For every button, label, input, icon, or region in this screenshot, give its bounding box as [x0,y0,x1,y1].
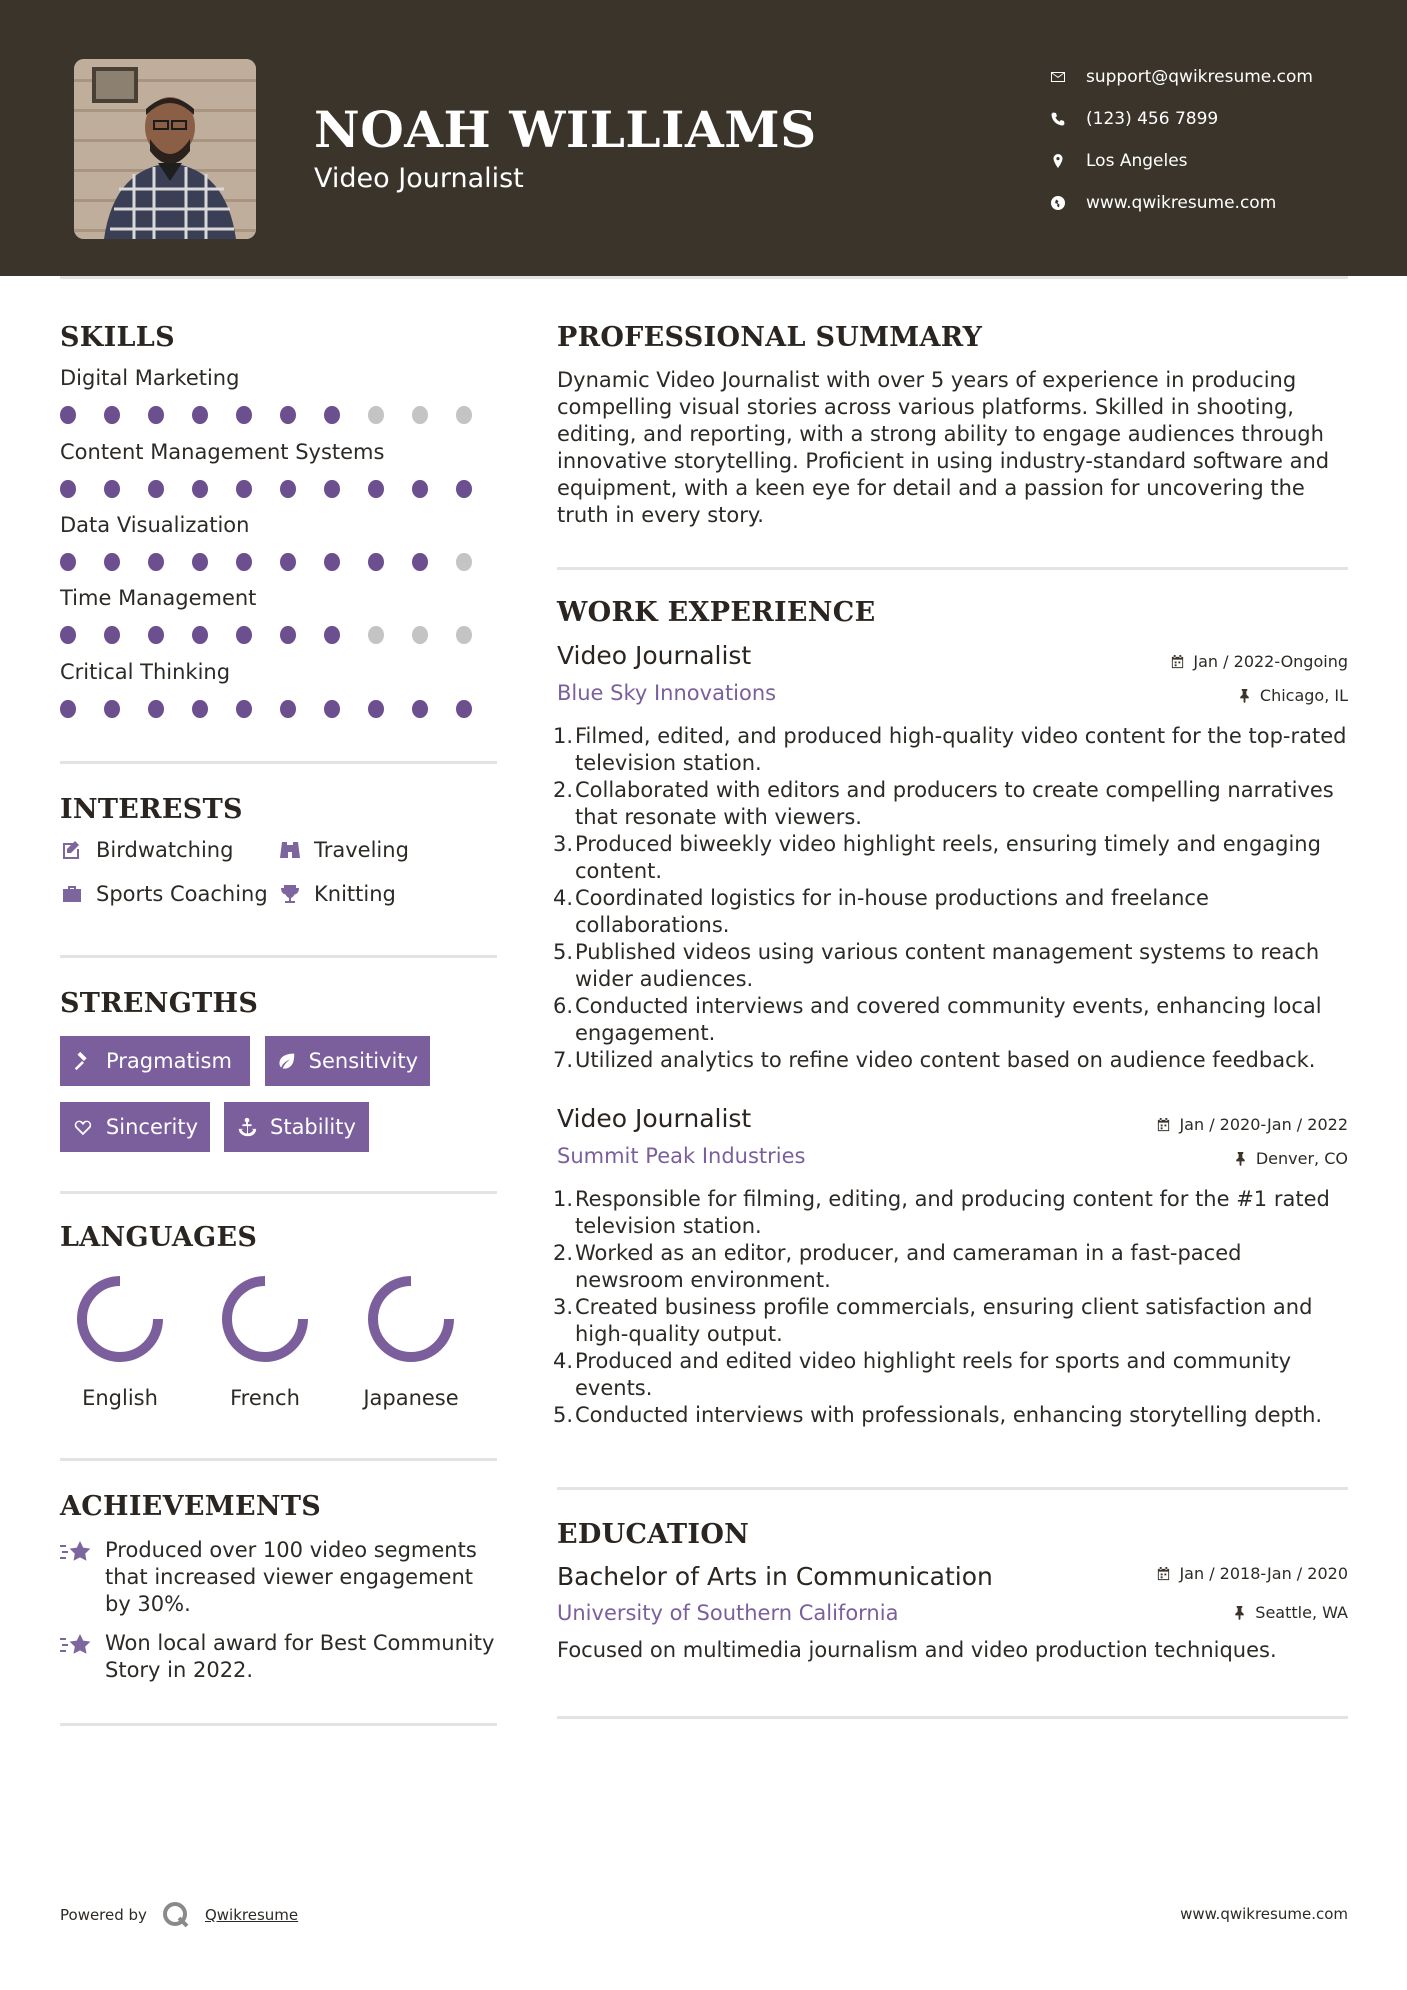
calendar-icon [1156,1117,1171,1132]
section-divider [557,567,1348,570]
job-duties [553,1186,1353,1429]
rating-dot-filled [104,406,120,424]
strength-badge [224,1102,369,1152]
interest-label: Sports Coaching [96,882,268,906]
achievement-text: Produced over 100 video segments that increased viewer engagement by 30%. [105,1538,477,1616]
skill-item [60,440,500,504]
contact-website-text: www.qwikresume.com [1086,193,1277,213]
rating-dot-filled [148,553,164,571]
rating-dot-empty [456,406,472,424]
rating-dot-filled [412,700,428,718]
rating-dot-filled [192,480,208,498]
rating-dot-filled [104,700,120,718]
summary-heading: PROFESSIONAL SUMMARY [557,322,983,353]
contact-email[interactable] [1050,56,1390,98]
rating-dot-filled [324,626,340,644]
rating-dot-filled [104,480,120,498]
section-divider [557,1716,1348,1719]
achievement-item [60,1537,500,1618]
brand-link[interactable]: Qwikresume [204,1906,299,1924]
profile-photo [74,59,256,239]
rating-dot-filled [368,553,384,571]
school-name: University of Southern California [557,1601,899,1625]
contact-phone[interactable] [1050,98,1390,140]
rating-dot-filled [60,626,76,644]
job-dates [1170,652,1348,671]
rating-dot-filled [104,626,120,644]
education-location-text: Seattle, WA [1255,1603,1348,1622]
job-title: Video Journalist [557,1104,752,1133]
strength-label: Stability [270,1115,356,1139]
rating-dot-filled [368,700,384,718]
contact-website[interactable] [1050,182,1390,224]
section-divider [60,1191,497,1194]
briefcase-icon [60,882,84,906]
education-dates-text: Jan / 2018-Jan / 2020 [1179,1564,1348,1583]
language-item [341,1270,481,1410]
rating-dot-filled [104,553,120,571]
list-item: 7. Utilized analytics to refine video content based on audience feedback. [553,1048,1316,1072]
powered-by-label: Powered by [60,1906,147,1924]
section-divider [60,1723,497,1726]
rating-dot-filled [236,406,252,424]
rating-dot-filled [192,700,208,718]
calendar-icon [1170,654,1185,669]
rating-dot-filled [236,626,252,644]
contact-location [1050,140,1390,182]
skill-item [60,366,500,430]
strength-label: Sincerity [105,1115,198,1139]
skill-item [60,586,500,650]
skill-item [60,660,500,724]
skill-item [60,513,500,577]
star-icon [60,1632,92,1660]
company-name: Blue Sky Innovations [557,681,777,705]
skill-rating [60,694,500,724]
achievement-text: Won local award for Best Community Story in 2022. [105,1631,495,1682]
contact-phone-text: (123) 456 7899 [1086,109,1219,129]
list-item: 6. Conducted interviews and covered community events, enhancing local engagement. [553,994,1322,1045]
anchor-icon [236,1116,258,1138]
rating-dot-empty [412,626,428,644]
list-item: 2. Worked as an editor, producer, and cameraman in a fast-paced newsroom environment. [553,1241,1242,1292]
rating-dot-filled [60,480,76,498]
rating-dot-filled [280,406,296,424]
education-heading: EDUCATION [557,1519,750,1550]
pushpin-icon [1232,1605,1247,1620]
job-location-text: Chicago, IL [1259,686,1348,705]
company-name: Summit Peak Industries [557,1144,806,1168]
rating-dot-filled [368,480,384,498]
rating-dot-filled [236,553,252,571]
language-name: English [82,1386,158,1410]
language-progress-arc [82,1281,158,1357]
pushpin-icon [1237,688,1252,703]
candidate-role: Video Journalist [314,163,524,194]
pushpin-icon [1233,1151,1248,1166]
strength-label: Pragmatism [106,1049,232,1073]
skill-rating [60,400,500,430]
rating-dot-filled [324,700,340,718]
rating-dot-filled [324,480,340,498]
qwikresume-logo-icon [161,1900,191,1930]
language-progress-ring [71,1270,169,1368]
rating-dot-filled [280,480,296,498]
list-item: 5. Conducted interviews with professionals, enhancing storytelling depth. [553,1403,1323,1427]
language-item [195,1270,335,1410]
footer-powered-by [60,1900,298,1930]
education-location [1232,1603,1348,1622]
candidate-name: NOAH WILLIAMS [314,100,817,159]
achievement-item [60,1630,500,1684]
language-progress-ring [216,1270,314,1368]
skill-name: Critical Thinking [60,660,231,684]
rating-dot-filled [280,553,296,571]
list-item: 1. Responsible for filming, editing, and producing content for the #1 rated television station. [553,1187,1330,1238]
interest-item [60,838,233,862]
rating-dot-filled [324,406,340,424]
strength-label: Sensitivity [308,1049,418,1073]
language-progress-arc [227,1281,303,1357]
envelope-icon [1050,69,1086,85]
job-duties [553,723,1353,1074]
strength-badge [265,1036,430,1086]
rating-dot-filled [236,700,252,718]
language-name: Japanese [363,1386,459,1410]
rating-dot-empty [456,626,472,644]
header-divider [60,276,1348,279]
map-pin-icon [1050,153,1086,169]
summary-text: Dynamic Video Journalist with over 5 years of experience in producing compelling visual stories across various platforms. Skilled in shooting, editing, and reporting, with a strong ability to engage audiences through innovative storytelling. Proficient in using industry-standard software and equipment, with a keen eye for detail and a passion for uncovering the truth in every story. [557,368,1330,527]
job-location [1233,1149,1348,1168]
resume-header [0,0,1407,276]
job-location [1237,686,1348,705]
job-location-text: Denver, CO [1255,1149,1348,1168]
rating-dot-filled [148,406,164,424]
education-description: Focused on multimedia journalism and video production techniques. [557,1638,1277,1662]
gavel-icon [72,1050,94,1072]
star-icon [60,1539,92,1567]
skill-rating [60,547,500,577]
contact-email-text: support@qwikresume.com [1086,67,1313,87]
skills-heading: SKILLS [60,322,175,353]
strength-badge [60,1102,210,1152]
leaf-icon [277,1050,297,1072]
rating-dot-filled [456,700,472,718]
skill-name: Content Management Systems [60,440,385,464]
job-dates-text: Jan / 2022-Ongoing [1193,652,1348,671]
list-item: 1. Filmed, edited, and produced high-quality video content for the top-rated television station. [553,724,1347,775]
list-item: 2. Collaborated with editors and producers to create compelling narratives that resonate with viewers. [553,778,1334,829]
language-name: French [230,1386,300,1410]
rating-dot-empty [368,626,384,644]
edit-icon [60,838,84,862]
footer-website-link[interactable]: www.qwikresume.com [1180,1905,1348,1923]
job-dates-text: Jan / 2020-Jan / 2022 [1179,1115,1348,1134]
rating-dot-empty [368,406,384,424]
rating-dot-empty [456,553,472,571]
rating-dot-filled [60,553,76,571]
list-item: 4. Coordinated logistics for in-house productions and freelance collaborations. [553,886,1209,937]
section-divider [557,1487,1348,1490]
list-item: 4. Produced and edited video highlight reels for sports and community events. [553,1349,1292,1400]
rating-dot-filled [60,700,76,718]
section-divider [60,1458,497,1461]
list-item: 3. Created business profile commercials, ensuring client satisfaction and high-quality output. [553,1295,1313,1346]
skill-rating [60,620,500,650]
work-heading: WORK EXPERIENCE [557,597,876,628]
job-title: Video Journalist [557,641,752,670]
interest-label: Birdwatching [96,838,234,862]
list-item: 5. Published videos using various content management systems to reach wider audiences. [553,940,1320,991]
interests-heading: INTERESTS [60,794,243,825]
skill-rating [60,474,500,504]
strengths-heading: STRENGTHS [60,988,259,1019]
skill-name: Digital Marketing [60,366,240,390]
language-progress-arc [373,1281,449,1357]
skill-name: Data Visualization [60,513,250,537]
phone-icon [1050,111,1086,127]
language-item [50,1270,190,1410]
binoculars-icon [278,838,302,862]
interest-item [278,882,396,906]
rating-dot-filled [148,480,164,498]
calendar-icon [1156,1566,1171,1581]
rating-dot-filled [192,626,208,644]
interest-item [278,838,409,862]
rating-dot-filled [412,553,428,571]
rating-dot-filled [192,406,208,424]
rating-dot-filled [148,700,164,718]
rating-dot-filled [412,480,428,498]
contact-block [1050,56,1390,224]
achievements-heading: ACHIEVEMENTS [60,1491,322,1522]
degree-title: Bachelor of Arts in Communication [557,1562,993,1591]
rating-dot-filled [236,480,252,498]
rating-dot-filled [280,700,296,718]
strength-badge [60,1036,250,1086]
rating-dot-filled [148,626,164,644]
rating-dot-filled [456,480,472,498]
interest-label: Knitting [314,882,396,906]
globe-icon [1050,195,1086,211]
interest-item [60,882,268,906]
rating-dot-empty [412,406,428,424]
section-divider [60,761,497,764]
job-dates [1156,1115,1348,1134]
contact-location-text: Los Angeles [1086,151,1188,171]
language-progress-ring [362,1270,460,1368]
rating-dot-filled [60,406,76,424]
interest-label: Traveling [314,838,409,862]
trophy-icon [278,882,302,906]
heart-icon [72,1116,94,1138]
rating-dot-filled [192,553,208,571]
languages-heading: LANGUAGES [60,1222,258,1253]
skill-name: Time Management [60,586,257,610]
rating-dot-filled [324,553,340,571]
education-dates [1156,1564,1348,1583]
section-divider [60,955,497,958]
rating-dot-filled [280,626,296,644]
list-item: 3. Produced biweekly video highlight reels, ensuring timely and engaging content. [553,832,1321,883]
